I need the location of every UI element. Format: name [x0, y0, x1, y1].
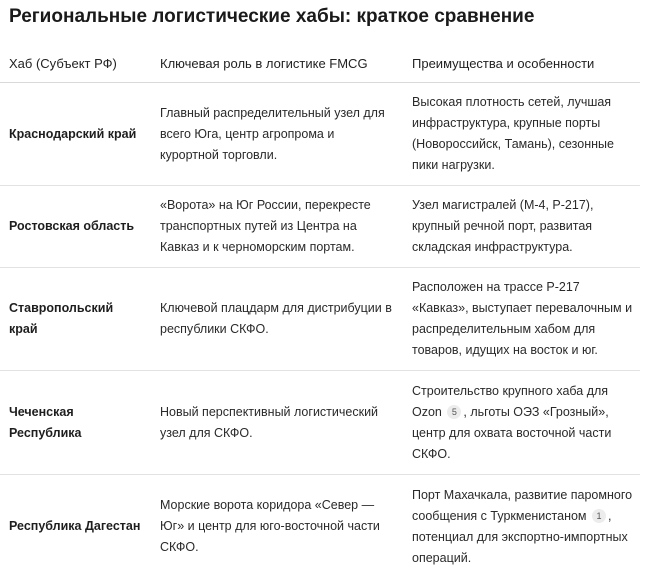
hub-cell: Ставропольский край — [0, 268, 148, 371]
features-text: Высокая плотность сетей, лучшая инфраструктура, крупные порты (Новороссийск, Тамань), сезонные пики нагрузки. — [412, 95, 614, 172]
role-cell: Главный распределительный узел для всего Юга, центр агропрома и курортной торговли. — [148, 83, 400, 186]
hub-cell: Республика Дагестан — [9, 519, 141, 534]
table-row — [0, 371, 640, 475]
features-text: Расположен на трассе Р-217 «Кавказ», выступает перевалочным и распределительным хабом для товаров, идущих на восток и юг. — [412, 280, 633, 357]
table-row — [0, 268, 640, 371]
table-row — [0, 186, 640, 268]
table-row — [0, 475, 640, 579]
table-header-row — [0, 44, 640, 83]
features-text-end: , потенциал для экспортно-импортных операций. — [412, 508, 628, 565]
features-cell — [400, 268, 640, 371]
column-header-role: Ключевая роль в логистике FMCG — [148, 44, 400, 83]
features-cell — [400, 186, 640, 268]
citation-badge[interactable]: 1 — [592, 509, 606, 523]
page-title: Региональные логистические хабы: краткое сравнение — [9, 6, 535, 27]
comparison-table — [0, 44, 640, 579]
role-cell: Морские ворота коридора «Север — Юг» и центр для юго-восточной части СКФО. — [160, 498, 380, 555]
hub-cell: Чеченская Республика — [0, 371, 148, 475]
role-cell: «Ворота» на Юг России, перекресте транспортных путей из Центра на Кавказ и к черноморским портам. — [148, 186, 400, 268]
hub-cell: Ростовская область — [0, 186, 148, 268]
role-cell: Ключевой плацдарм для дистрибуции в республики СКФО. — [148, 268, 400, 371]
features-text: Узел магистралей (М-4, Р-217), крупный речной порт, развитая складская инфраструктура. — [412, 198, 594, 254]
table-row — [0, 83, 640, 186]
hub-cell: Краснодарский край — [0, 83, 148, 186]
features-cell — [400, 83, 640, 186]
column-header-hub: Хаб (Субъект РФ) — [0, 44, 148, 83]
features-text-start: Порт Махачкала, развитие паромного сообщения с Туркменистаном — [412, 487, 633, 523]
role-cell: Новый перспективный логистический узел для СКФО. — [148, 371, 400, 475]
column-header-features: Преимущества и особенности — [400, 44, 640, 83]
features-cell — [400, 371, 640, 475]
features-cell — [400, 475, 640, 579]
features-text-end: , льготы ОЭЗ «Грозный», центр для охвата восточной части СКФО. — [412, 404, 612, 461]
citation-badge[interactable]: 5 — [447, 405, 461, 419]
features-text-start: Строительство крупного хаба для Ozon — [412, 383, 609, 419]
